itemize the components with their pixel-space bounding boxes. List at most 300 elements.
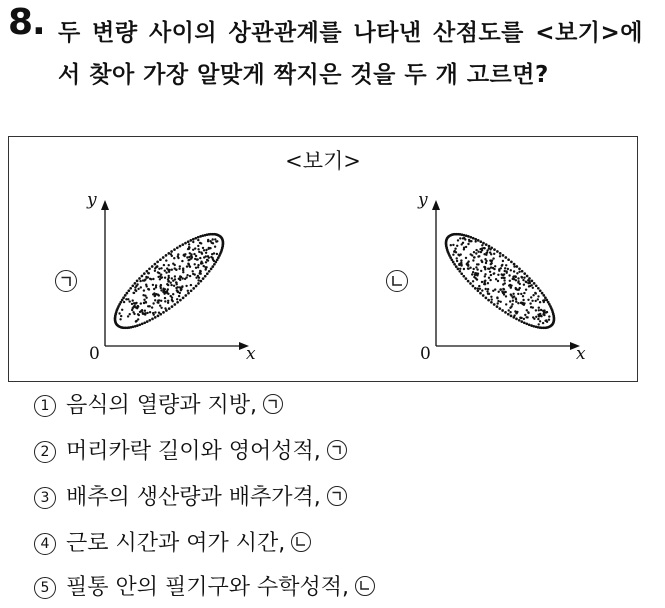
scatter-point: [479, 240, 482, 243]
scatter-point: [165, 259, 167, 261]
scatter-point: [545, 319, 547, 321]
scatter-point: [525, 281, 527, 283]
option-number: 5: [34, 577, 56, 599]
scatter-point: [144, 295, 146, 297]
scatter-point: [512, 276, 514, 278]
scatter-point: [170, 295, 172, 297]
scatter-point: [527, 299, 529, 301]
scatter-point: [159, 305, 161, 307]
scatter-point: [167, 269, 169, 271]
scatter-point: [134, 302, 136, 304]
scatter-point: [187, 259, 189, 261]
scatter-point: [211, 257, 213, 259]
scatter-point: [496, 305, 499, 308]
scatter-point: [171, 255, 173, 257]
scatter-point: [173, 257, 175, 259]
plot-b-x-label: x: [576, 344, 586, 364]
scatter-point: [188, 256, 190, 258]
scatter-point: [188, 243, 190, 245]
scatter-point: [145, 297, 147, 299]
option-3[interactable]: [34, 484, 347, 512]
scatter-point: [509, 300, 511, 302]
scatter-point: [201, 253, 203, 255]
scatter-point: [548, 319, 550, 321]
scatter-point: [192, 249, 194, 251]
scatter-point: [497, 280, 499, 282]
scatter-point: [532, 294, 534, 296]
scatter-point: [526, 309, 528, 311]
scatter-point: [136, 280, 139, 283]
scatter-point: [521, 270, 524, 273]
example-box-title: <보기>: [285, 149, 361, 173]
scatter-point: [214, 246, 216, 248]
scatter-point: [164, 297, 166, 299]
scatter-point: [481, 281, 483, 283]
scatter-point: [459, 268, 461, 270]
scatter-point: [205, 255, 207, 257]
scatter-point: [132, 299, 134, 301]
scatter-point: [504, 311, 507, 314]
scatter-point: [481, 289, 483, 291]
scatter-point: [517, 277, 519, 279]
scatter-point: [159, 258, 162, 261]
scatter-point: [473, 256, 475, 258]
scatter-point: [537, 318, 539, 320]
scatter-point: [516, 312, 518, 314]
scatter-point: [492, 290, 494, 292]
scatter-point: [121, 309, 123, 311]
scatter-point: [206, 272, 209, 275]
scatter-point: [192, 287, 195, 290]
option-text: 필통 안의 필기구와 수학성적,: [66, 575, 349, 600]
scatter-point: [472, 285, 475, 288]
scatter-point: [541, 292, 544, 295]
scatter-point: [174, 275, 176, 277]
scatter-point: [187, 240, 190, 243]
scatter-point: [172, 263, 174, 265]
scatter-point: [172, 300, 174, 302]
scatter-point: [131, 309, 133, 311]
scatter-point: [477, 289, 480, 292]
scatter-point: [539, 320, 541, 322]
scatter-point: [515, 297, 517, 299]
scatter-point: [494, 265, 496, 267]
scatter-point: [490, 296, 492, 298]
scatter-point: [197, 258, 199, 260]
scatter-point: [219, 235, 222, 238]
scatter-point: [164, 270, 166, 272]
scatter-point: [477, 273, 479, 275]
option-text: 음식의 열량과 지방,: [66, 393, 257, 418]
scatter-point: [472, 280, 474, 282]
scatter-point: [184, 242, 187, 245]
question-number: 8.: [8, 2, 45, 43]
scatter-point: [143, 289, 145, 291]
scatter-point: [160, 289, 162, 291]
scatter-point: [159, 278, 161, 280]
scatter-point: [168, 280, 170, 282]
scatter-point: [163, 264, 165, 266]
scatter-point: [538, 307, 540, 309]
scatter-point: [171, 305, 174, 308]
scatter-point: [213, 260, 215, 262]
scatter-point: [489, 248, 491, 250]
scatter-point: [148, 288, 150, 290]
scatter-point: [187, 290, 189, 292]
scatter-point: [157, 276, 159, 278]
plot-a-x-label: x: [246, 344, 256, 364]
scatter-point: [197, 266, 199, 268]
scatter-point: [181, 260, 183, 262]
scatter-point: [198, 277, 200, 279]
scatter-point: [499, 255, 501, 257]
scatter-point: [201, 262, 203, 264]
scatter-point: [152, 302, 154, 304]
scatter-point: [189, 239, 192, 242]
scatter-point: [176, 298, 178, 300]
nieun-icon: [355, 576, 375, 596]
scatter-point: [180, 289, 182, 291]
scatter-point: [156, 261, 159, 264]
scatter-point: [199, 257, 201, 259]
scatter-point: [144, 313, 146, 315]
scatter-point: [464, 238, 466, 240]
scatter-point: [457, 239, 459, 241]
scatter-point: [175, 282, 177, 284]
scatter-point: [487, 282, 489, 284]
scatter-point: [465, 277, 468, 280]
scatter-point: [149, 311, 151, 313]
scatter-point: [192, 238, 195, 241]
scatter-point: [538, 323, 540, 325]
scatter-point: [478, 255, 480, 257]
scatter-point: [544, 296, 547, 299]
scatter-point: [188, 248, 190, 250]
scatter-point: [160, 307, 162, 309]
scatter-point: [204, 275, 207, 278]
scatter-point: [193, 253, 195, 255]
option-4[interactable]: [34, 530, 311, 558]
scatter-point: [516, 272, 518, 274]
scatter-point: [144, 310, 146, 312]
scatter-point: [164, 307, 166, 309]
scatter-point: [143, 299, 145, 301]
scatter-point: [188, 263, 190, 265]
scatter-point: [182, 269, 184, 271]
option-text: 머리카락 길이와 영어성적,: [66, 439, 321, 464]
scatter-point: [538, 309, 540, 311]
scatter-point: [510, 295, 512, 297]
scatter-point: [469, 236, 472, 239]
scatter-point: [517, 280, 519, 282]
scatter-point: [525, 322, 528, 325]
scatter-point: [154, 299, 156, 301]
scatter-point: [146, 285, 148, 287]
scatter-point: [468, 240, 470, 242]
scatter-point: [164, 300, 166, 302]
scatter-point: [160, 300, 162, 302]
scatter-point: [151, 265, 154, 268]
scatter-point: [543, 309, 545, 311]
scatter-point: [192, 273, 194, 275]
scatter-point: [138, 314, 140, 316]
scatter-point: [490, 253, 492, 255]
scatter-point: [135, 320, 137, 322]
scatter-point: [123, 301, 125, 303]
scatter-point: [500, 288, 502, 290]
scatter-point: [503, 279, 505, 281]
scatter-point: [467, 235, 470, 238]
scatter-point: [154, 270, 156, 272]
scatter-point: [510, 286, 512, 288]
scatter-point: [518, 319, 521, 322]
scatter-point: [153, 292, 155, 294]
scatter-point: [496, 296, 498, 298]
scatter-point: [131, 284, 134, 287]
scatter-point: [483, 266, 485, 268]
scatter-point: [497, 302, 499, 304]
scatter-point: [515, 318, 518, 321]
scatter-point: [184, 294, 187, 297]
scatter-point: [166, 290, 168, 292]
scatter-point: [493, 253, 495, 255]
scatter-point: [208, 270, 211, 273]
scatter-point: [507, 268, 509, 270]
scatter-point: [542, 294, 545, 297]
scatter-point: [527, 279, 529, 281]
scatter-point: [493, 268, 495, 270]
scatter-point: [453, 251, 455, 253]
scatter-point: [482, 294, 485, 297]
scatter-point: [162, 311, 165, 314]
scatter-point: [171, 277, 173, 279]
scatter-point: [172, 293, 174, 295]
scatter-point: [457, 254, 459, 256]
scatter-point: [124, 294, 127, 297]
scatter-point: [525, 289, 527, 291]
option-number: 1: [34, 395, 56, 417]
scatter-point: [151, 318, 154, 321]
scatter-point: [508, 309, 510, 311]
scatter-point: [477, 239, 480, 242]
scatter-point: [207, 255, 209, 257]
scatter-point: [521, 276, 523, 278]
scatter-point: [533, 318, 535, 320]
scatter-point: [480, 270, 482, 272]
scatter-point: [452, 244, 454, 246]
scatter-point: [513, 265, 515, 267]
plot-b-y-label: y: [418, 190, 428, 210]
scatter-point: [192, 241, 194, 243]
scatter-point: [131, 303, 133, 305]
scatter-point: [510, 305, 512, 307]
scatter-point: [181, 286, 183, 288]
option-1[interactable]: [34, 392, 283, 420]
scatter-point: [503, 273, 505, 275]
option-5[interactable]: [34, 574, 375, 602]
scatter-point: [487, 299, 490, 302]
scatter-point: [140, 302, 142, 304]
scatter-point: [540, 315, 542, 317]
scatter-point: [147, 272, 149, 274]
scatter-point: [157, 315, 160, 318]
scatter-point: [469, 267, 471, 269]
scatter-point: [133, 292, 135, 294]
scatter-point: [484, 283, 486, 285]
scatter-point: [513, 270, 515, 272]
scatter-point: [485, 243, 488, 246]
scatter-point: [137, 288, 139, 290]
scatter-point: [489, 259, 491, 261]
scatter-point: [504, 267, 506, 269]
scatter-point: [459, 237, 461, 239]
scatter-point: [529, 302, 531, 304]
scatter-point: [171, 269, 173, 271]
scatter-point: [480, 259, 482, 261]
scatter-point: [476, 278, 478, 280]
scatter-point: [203, 265, 205, 267]
scatter-point: [155, 284, 157, 286]
scatter-point: [475, 249, 477, 251]
scatter-point: [523, 292, 525, 294]
giyeok-icon: [327, 486, 347, 506]
scatter-point: [173, 248, 176, 251]
scatter-point: [138, 277, 141, 280]
scatter-point: [197, 245, 199, 247]
scatter-point: [456, 257, 458, 259]
scatter-point: [506, 270, 508, 272]
scatter-point: [523, 284, 525, 286]
scatter-point: [192, 270, 194, 272]
plot-a-origin-label: 0: [89, 344, 100, 364]
scatter-point: [537, 287, 540, 290]
scatter-point: [539, 313, 541, 315]
scatter-point: [465, 246, 467, 248]
scatter-point: [208, 247, 210, 249]
scatter-point: [515, 301, 517, 303]
scatter-point: [194, 263, 196, 265]
scatter-point: [154, 311, 156, 313]
scatter-point: [515, 265, 518, 268]
scatter-point: [483, 253, 485, 255]
scatter-point: [162, 256, 165, 259]
scatter-point: [182, 271, 184, 273]
scatter-point: [194, 247, 196, 249]
scatter-point: [472, 259, 474, 261]
scatter-point: [488, 268, 490, 270]
scatter-point: [179, 265, 181, 267]
scatter-point: [493, 273, 495, 275]
scatter-point: [501, 277, 503, 279]
scatter-point: [197, 236, 200, 239]
scatter-point: [484, 273, 486, 275]
scatter-point: [514, 275, 516, 277]
scatter-point: [141, 275, 144, 278]
scatter-point: [504, 270, 506, 272]
scatter-point: [170, 282, 172, 284]
scatter-point: [207, 259, 209, 261]
scatter-point: [143, 279, 145, 281]
scatter-point: [179, 279, 181, 281]
scatter-point: [482, 242, 485, 245]
scatter-point: [158, 312, 160, 314]
scatter-point: [118, 312, 120, 314]
scatter-point: [477, 287, 479, 289]
scatter-point: [527, 282, 529, 284]
scatter-point: [187, 292, 190, 295]
scatter-point: [493, 303, 496, 306]
scatter-point: [167, 284, 169, 286]
scatter-point: [488, 277, 490, 279]
scatter-point: [485, 297, 488, 300]
scatter-point: [200, 270, 202, 272]
scatter-point: [152, 278, 154, 280]
scatter-point: [510, 315, 513, 318]
scatter-point: [176, 246, 179, 249]
scatter-point: [526, 316, 528, 318]
scatter-point: [207, 240, 209, 242]
scatter-point: [186, 256, 188, 258]
scatter-point: [186, 274, 188, 276]
scatter-point: [179, 286, 181, 288]
scatter-point: [214, 238, 216, 240]
scatter-point: [524, 314, 526, 316]
scatter-points: [114, 233, 225, 329]
scatter-point: [479, 292, 482, 295]
scatter-point: [493, 248, 496, 251]
scatter-point: [476, 263, 478, 265]
scatter-point: [475, 252, 477, 254]
scatter-point: [523, 277, 525, 279]
scatter-point: [143, 272, 146, 275]
scatter-point: [460, 263, 462, 265]
scatter-point: [202, 247, 204, 249]
scatter-point: [179, 245, 182, 248]
scatter-point: [148, 319, 151, 322]
scatter-point: [489, 279, 491, 281]
scatter-point: [179, 275, 181, 277]
scatter-point: [535, 292, 537, 294]
scatter-point: [490, 274, 492, 276]
scatter-point: [517, 302, 519, 304]
option-2[interactable]: [34, 438, 347, 466]
scatter-point: [177, 255, 179, 257]
scatter-point: [122, 296, 125, 299]
scatter-point: [477, 251, 479, 253]
scatter-point: [138, 323, 141, 326]
scatter-point: [535, 284, 538, 287]
marker-nieun-icon: [386, 270, 408, 292]
scatter-point: [471, 254, 473, 256]
scatter-point: [172, 280, 174, 282]
scatter-point: [469, 282, 472, 285]
scatter-point: [158, 299, 160, 301]
scatter-point: [502, 283, 504, 285]
scatter-point: [121, 299, 124, 302]
scatter-point: [127, 315, 129, 317]
scatter-point: [176, 289, 178, 291]
option-text: 근로 시간과 여가 시간,: [66, 531, 286, 556]
scatter-point: [195, 255, 197, 257]
scatter-point: [191, 256, 193, 258]
scatter-point: [190, 284, 192, 286]
scatter-point: [537, 295, 539, 297]
scatter-point: [467, 243, 469, 245]
scatter-point: [455, 265, 458, 268]
scatter-point: [189, 275, 191, 277]
nieun-icon: [291, 532, 311, 552]
scatter-point: [185, 285, 187, 287]
